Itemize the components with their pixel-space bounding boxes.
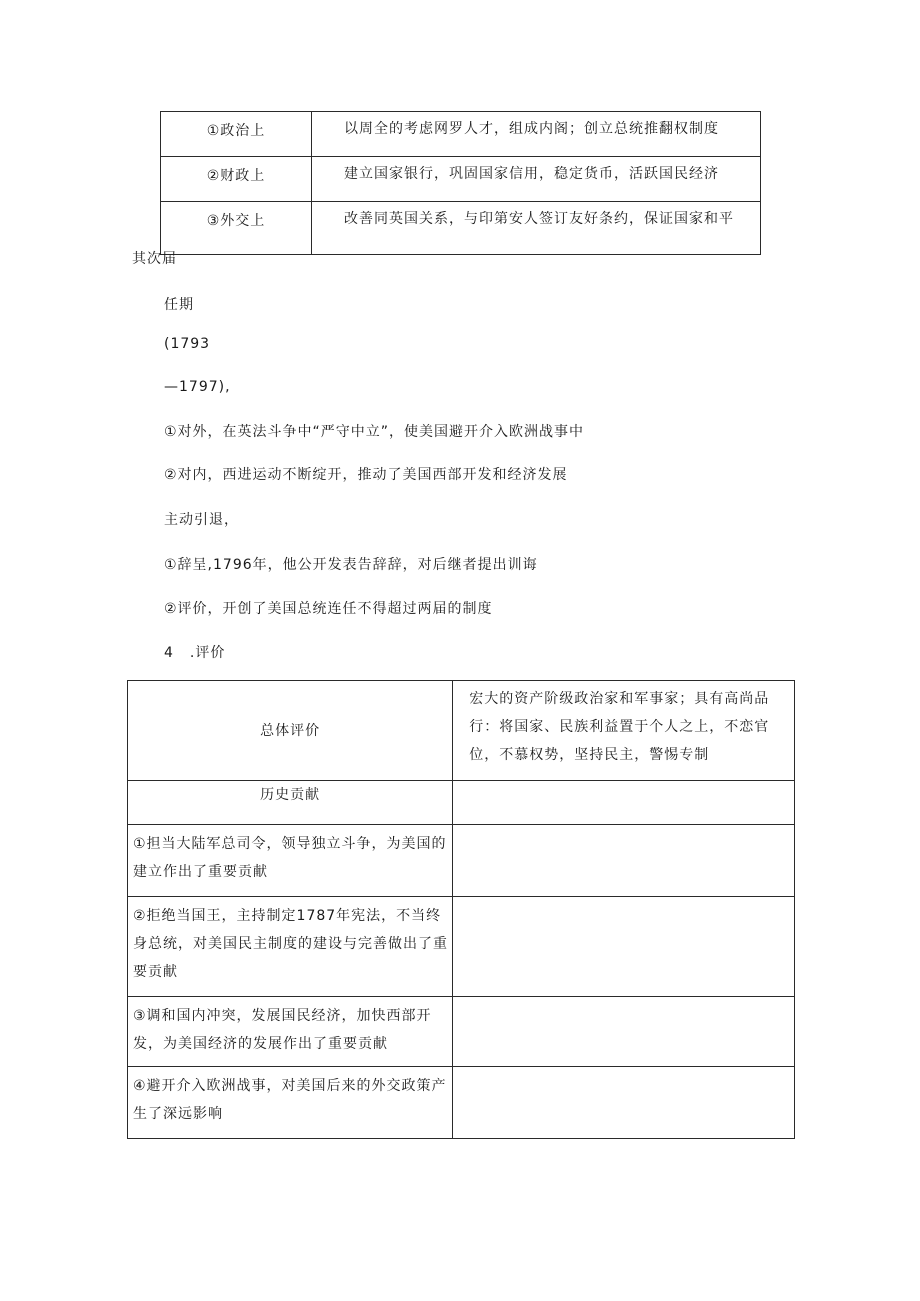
row-content: 建立国家银行，巩固国家信用，稳定货币，活跃国民经济 [312, 157, 761, 202]
paragraph-term-start: (1793 [164, 336, 211, 352]
section-title: .评价 [189, 645, 226, 661]
row-content: 以周全的考虑网罗人才，组成内阁；创立总统推翻权制度 [312, 112, 761, 157]
row-label: ①政治上 [161, 112, 312, 157]
row-label: ②财政上 [161, 157, 312, 202]
table-row [128, 681, 795, 781]
evaluation-table [127, 680, 795, 1139]
section-number: 4 [164, 645, 174, 661]
paragraph-term-end: —1797), [164, 379, 231, 395]
overall-label: 总体评价 [128, 681, 453, 781]
overall-text: 宏大的资产阶级政治家和军事家；具有高尚品行：将国家、民族利益置于个人之上，不恋官位，不慕权势，坚持民主，警惕专制 [453, 681, 795, 781]
paragraph-domestic: ②对内，西进运动不断绽开，推动了美国西部开发和经济发展 [164, 467, 568, 483]
table-row [161, 202, 761, 255]
contrib-item: ②拒绝当国王，主持制定1787年宪法，不当终身总统，对美国民主制度的建设与完善做出了重要贡献 [128, 897, 453, 997]
achievements-table [160, 111, 761, 255]
contrib-item: ①担当大陆军总司令，领导独立斗争，为美国的建立作出了重要贡献 [128, 825, 453, 897]
section-heading [164, 642, 225, 662]
table-row [128, 1067, 795, 1139]
paragraph-term-label: 任期 [164, 297, 194, 313]
paragraph-resign: ①辞呈,1796年，他公开发表告辞辞，对后继者提出训诲 [164, 557, 538, 573]
table-row [161, 112, 761, 157]
table-row [128, 897, 795, 997]
table-row [128, 781, 795, 825]
table-row [128, 997, 795, 1067]
paragraph-foreign: ①对外，在英法斗争中“严守中立”，使美国避开介入欧洲战事中 [164, 424, 585, 440]
contrib-label: 历史贡献 [128, 781, 453, 825]
contrib-item: ④避开介入欧洲战事，对美国后来的外交政策产生了深远影响 [128, 1067, 453, 1139]
row-content: 改善同英国关系，与印第安人签订友好条约，保证国家和平 [312, 202, 761, 255]
contrib-item: ③调和国内冲突，发展国民经济，加快西部开发，为美国经济的发展作出了重要贡献 [128, 997, 453, 1067]
table-row [161, 157, 761, 202]
paragraph-retire: 主动引退， [164, 512, 239, 528]
table-row [128, 825, 795, 897]
row-label: ③外交上 [161, 202, 312, 255]
paragraph-second-term: 其次届 [132, 251, 177, 267]
paragraph-evaluation: ②评价，开创了美国总统连任不得超过两届的制度 [164, 601, 493, 617]
